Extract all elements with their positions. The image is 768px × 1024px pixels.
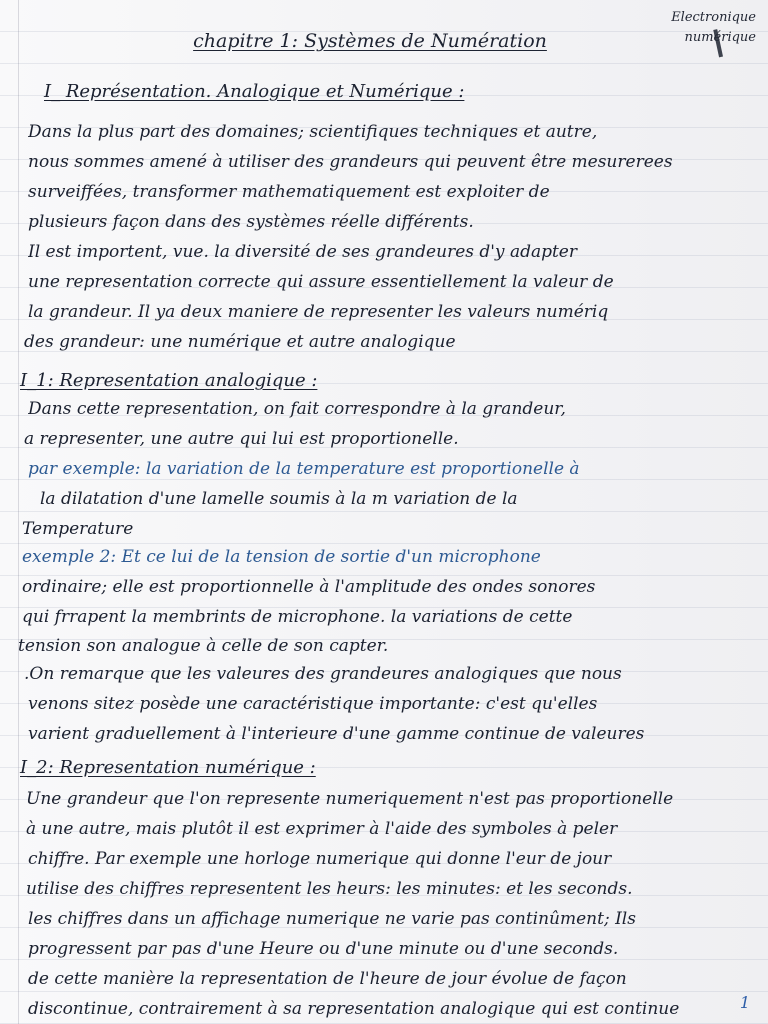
- text-line: la grandeur. Il ya deux maniere de representer les valeurs numériq: [28, 302, 609, 322]
- text-line: varient graduellement à l'interieure d'une gamme continue de valeures: [28, 724, 645, 744]
- text-line: ordinaire; elle est proportionnelle à l'amplitude des ondes sonores: [22, 577, 596, 597]
- subject-line-2: numérique: [684, 30, 756, 45]
- example-line: exemple 2: Et ce lui de la tension de sortie d'un microphone: [22, 547, 541, 567]
- text-line: qui frrapent la membrints de microphone. la variations de cette: [22, 607, 573, 627]
- chapter-title: chapitre 1: Systèmes de Numération: [193, 30, 547, 52]
- text-line: a representer, une autre qui lui est proportionelle.: [24, 429, 459, 449]
- text-line: Une grandeur que l'on represente numeriquement n'est pas proportionelle: [26, 789, 674, 809]
- text-line: tension son analogue à celle de son capter.: [18, 636, 389, 656]
- text-line: les chiffres dans un affichage numerique ne varie pas continûment; Ils: [28, 909, 636, 929]
- section-heading-2: I_1: Representation analogique :: [20, 370, 318, 391]
- margin-line: [18, 0, 19, 1024]
- text-line: plusieurs façon dans des systèmes réelle différents.: [28, 212, 474, 232]
- text-line: surveiffées, transformer mathematiquement est exploiter de: [28, 182, 550, 202]
- text-line: Il est importent, vue. la diversité de ses grandeures d'y adapter: [28, 242, 577, 262]
- text-line: discontinue, contrairement à sa representation analogique qui est continue: [28, 999, 680, 1019]
- subject-label: [644, 8, 756, 48]
- text-line: la dilatation d'une lamelle soumis à la m variation de la: [40, 489, 518, 509]
- text-line: Dans la plus part des domaines; scientifiques techniques et autre,: [28, 122, 598, 142]
- text-line: à une autre, mais plutôt il est exprimer à l'aide des symboles à peler: [26, 819, 618, 839]
- text-line: venons sitez posède une caractéristique importante: c'est qu'elles: [28, 694, 598, 714]
- text-line: des grandeur: une numérique et autre analogique: [24, 332, 456, 352]
- example-line: par exemple: la variation de la temperature est proportionelle à: [28, 459, 580, 479]
- text-line: progressent par pas d'une Heure ou d'une minute ou d'une seconds.: [28, 939, 619, 959]
- subject-line-1: Electronique: [671, 10, 756, 25]
- text-line: de cette manière la representation de l'heure de jour évolue de façon: [28, 969, 627, 989]
- section-heading-3: I_2: Representation numérique :: [20, 757, 316, 778]
- text-line: .On remarque que les valeures des grandeures analogiques que nous: [24, 664, 622, 684]
- text-line: chiffre. Par exemple une horloge numerique qui donne l'eur de jour: [28, 849, 612, 869]
- text-line: une representation correcte qui assure essentiellement la valeur de: [28, 272, 614, 292]
- text-line: utilise des chiffres representent les heurs: les minutes: et les seconds.: [26, 879, 633, 899]
- text-line: nous sommes amené à utiliser des grandeurs qui peuvent être mesurerees: [28, 152, 673, 172]
- page-number: 1: [739, 993, 750, 1012]
- text-line: Temperature: [22, 519, 134, 539]
- text-line: Dans cette representation, on fait correspondre à la grandeur,: [28, 399, 566, 419]
- section-heading-1: I_ Représentation. Analogique et Numérique :: [44, 81, 465, 102]
